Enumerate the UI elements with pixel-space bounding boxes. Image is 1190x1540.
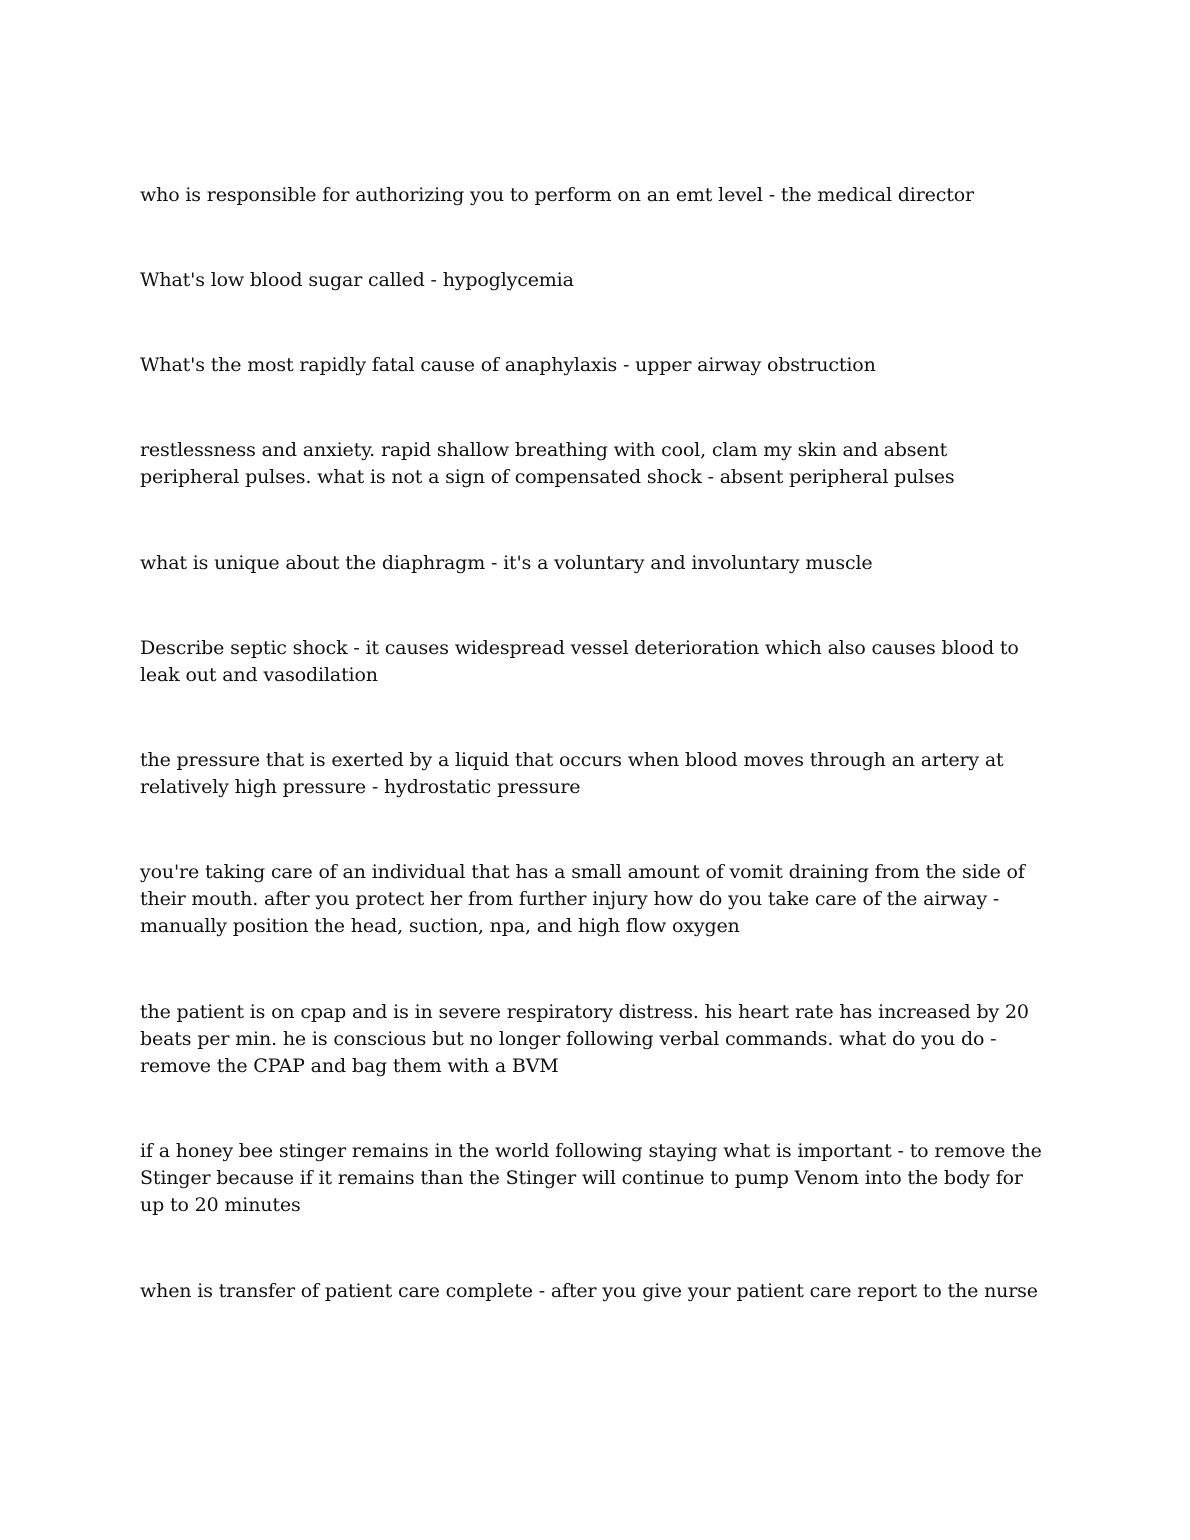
qa-entry-11: when is transfer of patient care complete - after you give your patient care report to the nurse (140, 1280, 1038, 1302)
qa-entry-4: restlessness and anxiety. rapid shallow breathing with cool, clam my skin and absent peripheral pulses. what is not a sign of compensated shock - absent peripheral pulses (140, 439, 955, 488)
qa-entry-2: What's low blood sugar called - hypoglycemia (140, 269, 574, 291)
qa-entry-10: if a honey bee stinger remains in the world following staying what is important - to remove the Stinger because if it remains than the Stinger will continue to pump Venom into the body for up to 20 minutes (140, 1140, 1042, 1216)
qa-entry-6: Describe septic shock - it causes widespread vessel deterioration which also causes blood to leak out and vasodilation (140, 637, 1019, 686)
qa-entry-7: the pressure that is exerted by a liquid that occurs when blood moves through an artery at relatively high pressure - hydrostatic pressure (140, 749, 1004, 798)
qa-entry-5: what is unique about the diaphragm - it's a voluntary and involuntary muscle (140, 552, 873, 574)
qa-entry-3: What's the most rapidly fatal cause of anaphylaxis - upper airway obstruction (140, 354, 876, 376)
qa-entry-9: the patient is on cpap and is in severe respiratory distress. his heart rate has increased by 20 beats per min. he is conscious but no longer following verbal commands. what do you do - remove the CPAP and bag them with a BVM (140, 1001, 1029, 1077)
qa-entry-1: who is responsible for authorizing you to perform on an emt level - the medical director (140, 184, 974, 206)
qa-entry-8: you're taking care of an individual that has a small amount of vomit draining from the side of their mouth. after you protect her from further injury how do you take care of the airway - manually position the head, suction, npa, and high flow oxygen (140, 861, 1025, 937)
